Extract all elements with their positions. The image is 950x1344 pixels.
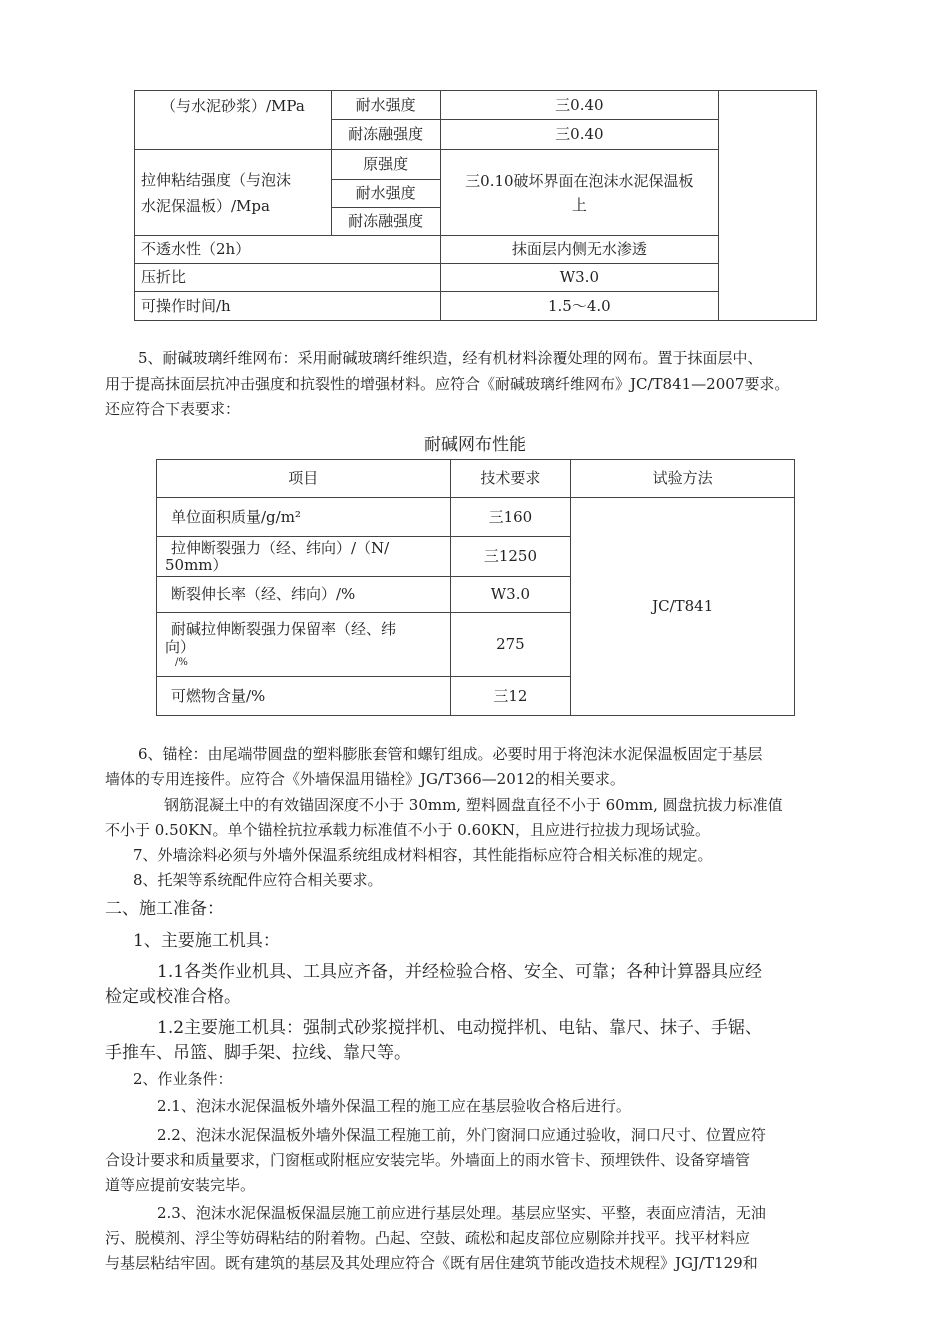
para8: 8、托架等系统配件应符合相关要求。: [133, 871, 383, 889]
para22-line3: 道等应提前安装完毕。: [105, 1176, 256, 1194]
value-tensile-foam: [440, 150, 719, 236]
para23-line3: 与基层粘结牢固。既有建筑的基层及其处理应符合《既有居住建筑节能改造技术规程》JGJ/T129和: [105, 1254, 758, 1272]
para6c-line2: 不小于 0.50KN。单个锚栓抗拉承载力标准值不小于 0.60KN，且应进行拉拔力现场试验。: [105, 821, 710, 839]
para6c-line1: 钢筋混凝土中的有效锚固深度不小于 30mm, 塑料圆盘直径不小于 60mm, 圆盘抗拔力标准值: [164, 796, 783, 814]
row-label-tensile-foam-a: 拉伸粘结强度（与泡沫: [141, 170, 292, 189]
sub-label-freeze: 耐冻融强度: [331, 120, 440, 150]
blank-method-cell: [719, 91, 817, 321]
properties-table-continued: [134, 90, 817, 321]
r3-label: 断裂伸长率（经、纬向）/%: [157, 577, 451, 613]
value-freeze: 三0.40: [440, 120, 719, 150]
row-label-tensile-foam: [135, 150, 332, 236]
para23-line2: 污、脱模剂、浮尘等妨碍粘结的附着物。凸起、空鼓、疏松和起皮部位应剔除并找平。找平材料应: [105, 1229, 751, 1247]
r2-label: [157, 537, 451, 577]
r2-label-a: 拉伸断裂强力（经、纬向）/（N/: [171, 538, 390, 557]
header-requirement: 技术要求: [450, 460, 571, 498]
row-label-impermeability: 不透水性（2h）: [135, 236, 441, 264]
row-label-open-time: 可操作时间/h: [135, 292, 441, 321]
test-method: JC/T841: [571, 498, 795, 716]
row-label-tensile-foam-b: 水泥保温板）/Mpa: [141, 196, 270, 215]
r2-label-b: 50mm）: [165, 555, 228, 574]
row-label-mortar: （与水泥砂浆）/MPa: [135, 91, 332, 150]
r3-value: W3.0: [450, 577, 571, 613]
r4-label-c: /%: [175, 656, 188, 668]
para5-line3: 还应符合下表要求：: [105, 400, 241, 418]
r5-label: 可燃物含量/%: [157, 677, 451, 716]
para6-line2: 墙体的专用连接件。应符合《外墙保温用锚栓》JG/T366—2012的相关要求。: [105, 770, 625, 788]
r2-value: 三1250: [450, 537, 571, 577]
r4-label-b: 向）: [165, 637, 196, 656]
para11-line2: 检定或校准合格。: [105, 987, 241, 1007]
para11-line1: 1.1各类作业机具、工具应齐备，并经检验合格、安全、可靠；各种计算器具应经: [157, 962, 763, 982]
para12-line1: 1.2主要施工机具：强制式砂浆搅拌机、电动搅拌机、电钻、靠尺、抹子、手锯、: [157, 1018, 763, 1038]
row-label-ratio: 压折比: [135, 264, 441, 292]
value-open-time: 1.5〜4.0: [440, 292, 719, 321]
subsection-conditions: 2、作业条件：: [133, 1070, 233, 1088]
para5-line2: 用于提高抹面层抗冲击强度和抗裂性的增强材料。应符合《耐碱玻璃纤维网布》JC/T841—2007要求。: [105, 375, 790, 393]
r4-label: [157, 613, 451, 677]
para7: 7、外墙涂料必须与外墙外保温系统组成材料相容，其性能指标应符合相关标准的规定。: [133, 846, 713, 864]
value-ratio: W3.0: [440, 264, 719, 292]
para12-line2: 手推车、吊篮、脚手架、拉线、靠尺等。: [105, 1043, 411, 1063]
r4-value: 275: [450, 613, 571, 677]
para22-line1: 2.2、泡沫水泥保温板外墙外保温工程施工前，外门窗洞口应通过验收，洞口尺寸、位置应符: [157, 1126, 766, 1144]
r1-label: 单位面积质量/g/m²: [157, 498, 451, 537]
r1-value: 三160: [450, 498, 571, 537]
para6-line1: 6、锚栓：由尾端带圆盘的塑料膨胀套管和螺钉组成。必要时用于将泡沫水泥保温板固定于基层: [138, 745, 763, 763]
r5-value: 三12: [450, 677, 571, 716]
para23-line1: 2.3、泡沫水泥保温板保温层施工前应进行基层处理。基层应坚实、平整，表面应清洁，无油: [157, 1204, 766, 1222]
value-tensile-foam-a: 三0.10破坏界面在泡沫水泥保温板: [465, 171, 694, 190]
para5-line1: 5、耐碱玻璃纤维网布：采用耐碱玻璃纤维织造，经有机材料涂覆处理的网布。置于抹面层中、: [138, 349, 763, 367]
mesh-properties-table: [156, 459, 795, 716]
value-tensile-foam-b: 上: [571, 195, 587, 214]
r4-label-a: 耐碱拉伸断裂强力保留率（经、纬: [171, 619, 397, 638]
sub-label-water: 耐水强度: [331, 91, 440, 120]
subsection-tools: 1、主要施工机具：: [133, 931, 280, 951]
table2-caption: 耐碱网布性能: [424, 435, 526, 455]
section-heading-2: 二、施工准备：: [105, 899, 224, 919]
para21: 2.1、泡沫水泥保温板外墙外保温工程的施工应在基层验收合格后进行。: [157, 1097, 631, 1115]
sub-label-original: 原强度: [331, 150, 440, 180]
value-impermeability: 抹面层内侧无水渗透: [440, 236, 719, 264]
sub-label-water-2: 耐水强度: [331, 180, 440, 208]
para22-line2: 合设计要求和质量要求，门窗框或附框应安装完毕。外墙面上的雨水管卡、预埋铁件、设备穿墙管: [105, 1151, 751, 1169]
header-item: 项目: [157, 460, 451, 498]
header-method: 试验方法: [571, 460, 795, 498]
value-water: 三0.40: [440, 91, 719, 120]
sub-label-freeze-2: 耐冻融强度: [331, 208, 440, 236]
